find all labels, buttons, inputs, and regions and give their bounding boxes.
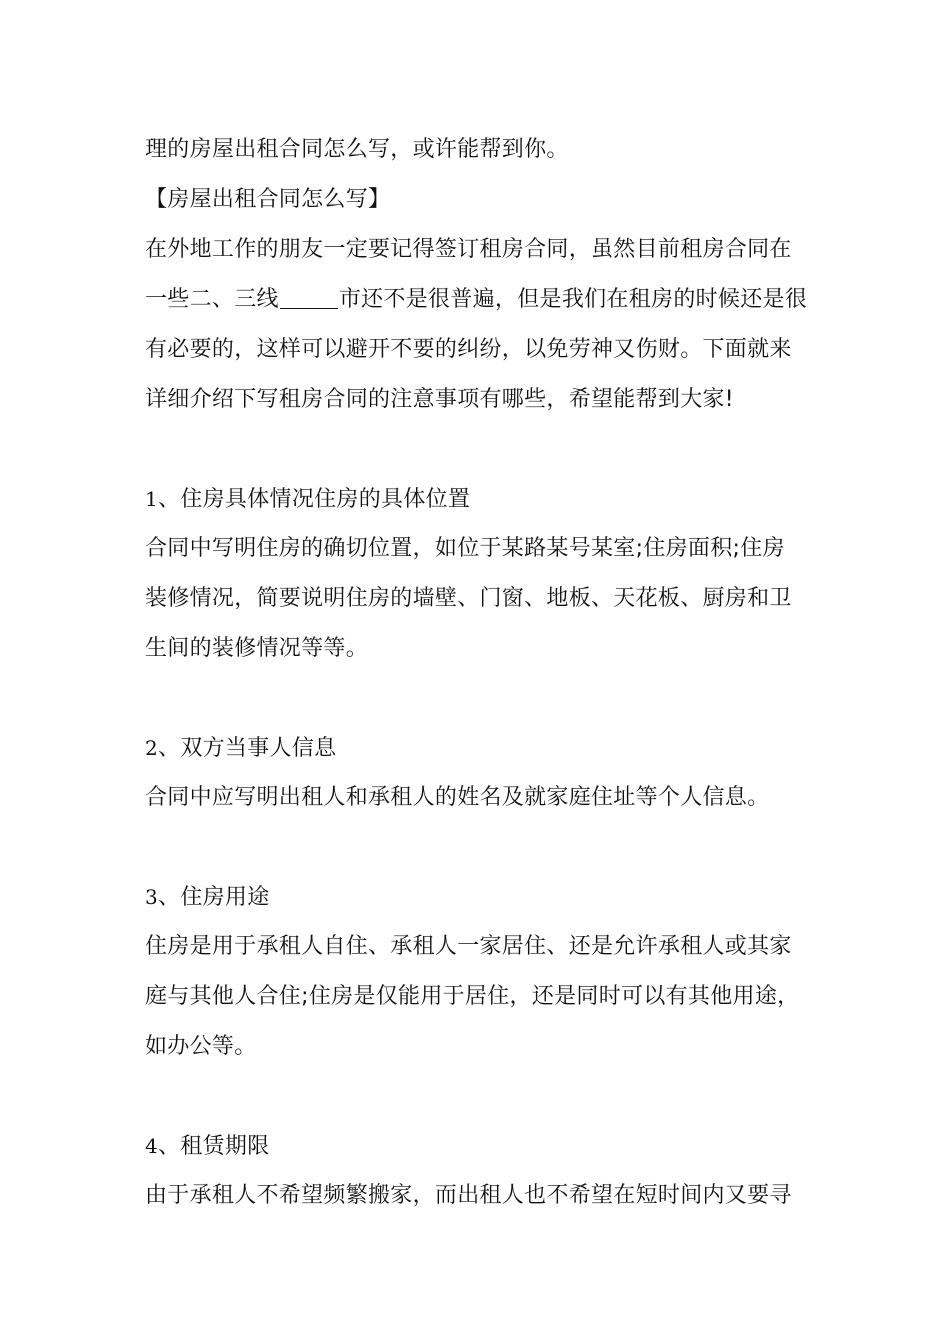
section-title-text: 、租赁期限 <box>158 1134 270 1159</box>
paragraph-text: 一些二、三线 <box>145 287 279 312</box>
section-title <box>145 728 825 768</box>
section-title-text: 、住房用途 <box>158 885 270 910</box>
paragraph-text: 市还不是很普遍，但是我们在租房的时候还是很 <box>338 287 808 312</box>
section-title <box>145 1126 825 1166</box>
section-title <box>145 877 825 917</box>
section-number: 1 <box>145 487 159 511</box>
section-title-text: 、住房具体情况住房的具体位置 <box>158 487 471 512</box>
paragraph-line: 生间的装修情况等等。 <box>145 636 369 661</box>
section-title-text: 、双方当事人信息 <box>158 736 337 761</box>
paragraph-line <box>145 280 825 320</box>
section-number: 4 <box>145 1134 159 1158</box>
paragraph-line: 合同中应写明出租人和承租人的姓名及就家庭住址等个人信息。 <box>145 785 770 810</box>
paragraph-line: 详细介绍下写租房合同的注意事项有哪些，希望能帮到大家! <box>145 387 734 412</box>
paragraph-line: 装修情况，简要说明住房的墙壁、门窗、地板、天花板、厨房和卫 <box>145 586 792 611</box>
paragraph-line: 有必要的，这样可以避开不要的纠纷，以免劳神又伤财。下面就来 <box>145 337 792 362</box>
paragraph-line: 如办公等。 <box>145 1034 257 1059</box>
section-number: 2 <box>145 736 159 760</box>
paragraph-line: 合同中写明住房的确切位置，如位于某路某号某室;住房面积;住房 <box>145 536 785 561</box>
paragraph-line: 住房是用于承租人自住、承租人一家居住、还是允许承租人或其家 <box>145 934 792 959</box>
fill-in-blank <box>280 286 338 309</box>
section-title <box>145 479 825 519</box>
section-heading: 【房屋出租合同怎么写】 <box>145 187 391 212</box>
intro-line: 理的房屋出租合同怎么写，或许能帮到你。 <box>145 137 569 162</box>
paragraph-line: 由于承租人不希望频繁搬家，而出租人也不希望在短时间内又要寻 <box>145 1183 792 1208</box>
section-number: 3 <box>145 885 159 909</box>
paragraph-line: 庭与其他人合住;住房是仅能用于居住，还是同时可以有其他用途， <box>145 984 800 1009</box>
paragraph-line: 在外地工作的朋友一定要记得签订租房合同，虽然目前租房合同在 <box>145 237 792 262</box>
